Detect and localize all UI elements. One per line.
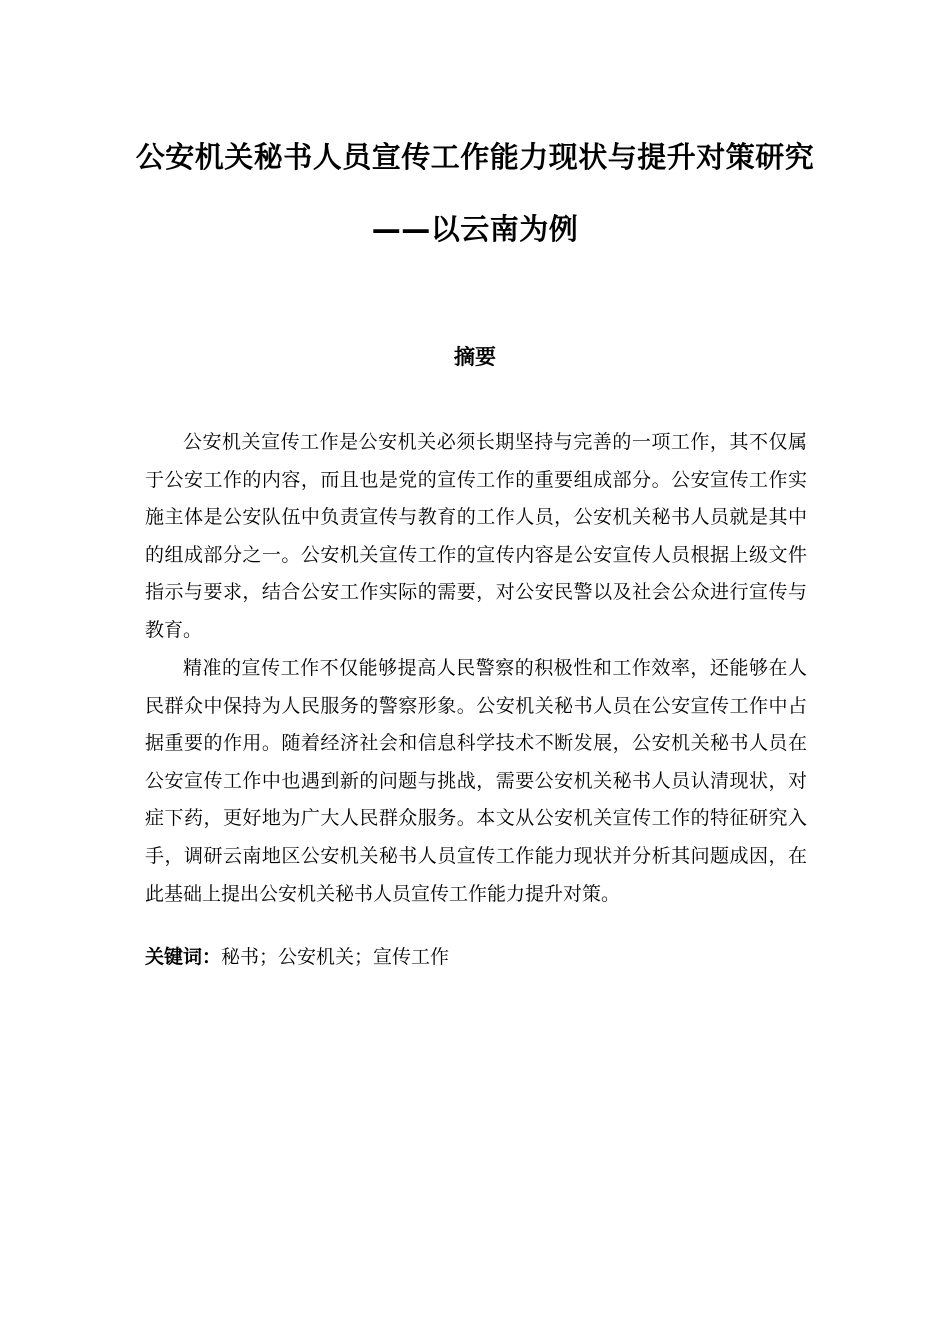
abstract-paragraph: 公安机关宣传工作是公安机关必须长期坚持与完善的一项工作，其不仅属于公安工作的内容，而且也是党的宣传工作的重要组成部分。公安宣传工作实施主体是公安队伍中负责宣传与教育的工作人员，公安机关秘书人员就是其中的组成部分之一。公安机关宣传工作的宣传内容是公安宣传人员根据上级文件指示与要求，结合公安工作实际的需要，对公安民警以及社会公众进行宣传与教育。 [145, 431, 807, 641]
keywords-label: 关键词： [145, 946, 222, 968]
abstract-heading: 摘要 [454, 345, 496, 369]
document-title: 公安机关秘书人员宣传工作能力现状与提升对策研究 [135, 140, 815, 174]
document-subtitle: ——以云南为例 [371, 212, 579, 246]
keywords-line [145, 942, 807, 972]
keywords-value: 秘书；公安机关；宣传工作 [221, 946, 450, 968]
abstract-paragraph: 精准的宣传工作不仅能够提高人民警察的积极性和工作效率，还能够在人民群众中保持为人民服务的警察形象。公安机关秘书人员在公安宣传工作中占据重要的作用。随着经济社会和信息科学技术不断发展，公安机关秘书人员在公安宣传工作中也遇到新的问题与挑战，需要公安机关秘书人员认清现状，对症下药，更好地为广大人民群众服务。本文从公安机关宣传工作的特征研究入手，调研云南地区公安机关秘书人员宣传工作能力现状并分析其问题成因，在此基础上提出公安机关秘书人员宣传工作能力提升对策。 [145, 657, 807, 905]
